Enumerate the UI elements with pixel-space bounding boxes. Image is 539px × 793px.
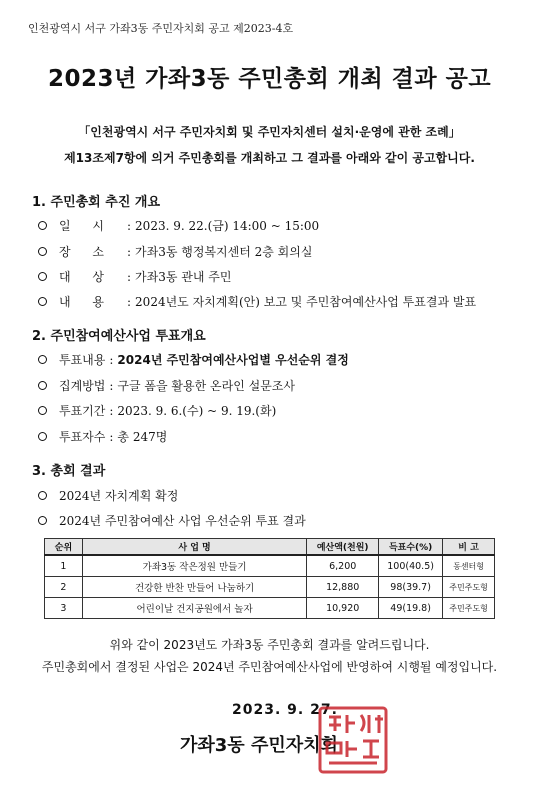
circle-bullet-icon <box>38 381 47 390</box>
item-label: 일 시 <box>59 219 113 233</box>
cell-project-name: 가좌3동 작은정원 만들기 <box>82 555 306 577</box>
cell-note: 동센터형 <box>443 555 495 577</box>
cell-votes: 100(40.5) <box>379 555 443 577</box>
circle-bullet-icon <box>38 247 47 256</box>
circle-bullet-icon <box>38 355 47 364</box>
cell-budget: 6,200 <box>307 555 379 577</box>
circle-bullet-icon <box>38 272 47 281</box>
intro-line-2: 제13조제7항에 의거 주민총회를 개최하고 그 결과를 아래와 같이 공고합니다. <box>64 151 475 165</box>
closing-line-1: 위와 같이 2023년도 가좌3동 주민총회 결과를 알려드립니다. <box>109 638 430 652</box>
item-label: 투표자수 <box>59 430 106 444</box>
list-item <box>38 512 306 529</box>
list-item: 투표기간 : 2023. 9. 6.(수) ~ 9. 19.(화) <box>38 402 276 419</box>
item-value: 2023. 9. 22.(금) 14:00 ~ 15:00 <box>135 219 320 233</box>
item-label: 대 상 <box>59 270 113 284</box>
item-value: 2024년 주민참여예산 사업 우선순위 투표 결과 <box>59 514 306 528</box>
list-item: 투표자수 : 총 247명 <box>38 428 167 445</box>
item-value: 구글 폼을 활용한 온라인 설문조사 <box>117 379 295 393</box>
item-value: 총 247명 <box>117 430 168 444</box>
table-row <box>45 598 495 619</box>
page-title: 2023년 가좌3동 주민총회 개최 결과 공고 <box>47 66 492 92</box>
section-heading-result: 3. 총회 결과 <box>32 464 106 479</box>
cell-note: 주민주도형 <box>443 577 495 598</box>
header-votes: 득표수(%) <box>379 539 443 556</box>
cell-votes: 98(39.7) <box>379 577 443 598</box>
item-label: 집계방법 <box>59 379 106 393</box>
circle-bullet-icon <box>38 297 47 306</box>
circle-bullet-icon <box>38 491 47 500</box>
item-value: 2024년 자치계획 확정 <box>59 489 179 503</box>
cell-budget: 12,880 <box>307 577 379 598</box>
cell-project-name: 어린이날 건지공원에서 놀자 <box>82 598 306 619</box>
list-item: 내 용 : 2024년도 자치계획(안) 보고 및 주민참여예산사업 투표결과 발표 <box>38 293 476 310</box>
cell-rank: 3 <box>45 598 83 619</box>
list-item: 장 소 : 가좌3동 행정복지센터 2층 회의실 <box>38 243 312 260</box>
circle-bullet-icon <box>38 406 47 415</box>
item-value: 가좌3동 관내 주민 <box>135 270 232 284</box>
circle-bullet-icon <box>38 221 47 230</box>
circle-bullet-icon <box>38 516 47 525</box>
table-header-row <box>45 539 495 556</box>
circle-bullet-icon <box>38 432 47 441</box>
section-heading-overview: 1. 주민총회 추진 개요 <box>32 195 161 210</box>
issuer-name: 가좌3동 주민자치회 <box>180 735 338 756</box>
table-row <box>45 577 495 598</box>
list-item: 대 상 : 가좌3동 관내 주민 <box>38 268 231 285</box>
cell-rank: 1 <box>45 555 83 577</box>
issue-date: 2023. 9. 27. <box>232 702 338 718</box>
item-value: 가좌3동 행정복지센터 2층 회의실 <box>135 245 313 259</box>
cell-rank: 2 <box>45 577 83 598</box>
list-item <box>38 487 178 504</box>
document-number: 인천광역시 서구 가좌3동 주민자치회 공고 제2023-4호 <box>28 22 294 35</box>
closing-line-2: 주민총회에서 결정된 사업은 2024년 주민참여예산사업에 반영하여 시행될 예정입니다. <box>41 660 498 674</box>
header-budget: 예산액(천원) <box>307 539 379 556</box>
cell-votes: 49(19.8) <box>379 598 443 619</box>
item-value: 2024년도 자치계획(안) 보고 및 주민참여예산사업 투표결과 발표 <box>135 295 477 309</box>
item-value: 2023. 9. 6.(수) ~ 9. 19.(화) <box>117 404 277 418</box>
item-label: 내 용 <box>59 295 113 309</box>
item-label: 투표내용 <box>59 353 106 367</box>
item-label: 투표기간 <box>59 404 106 418</box>
cell-note: 주민주도형 <box>443 598 495 619</box>
section-heading-vote: 2. 주민참여예산사업 투표개요 <box>32 329 206 344</box>
item-value: 2024년 주민참여예산사업별 우선순위 결정 <box>117 353 349 367</box>
cell-budget: 10,920 <box>307 598 379 619</box>
header-project-name: 사 업 명 <box>82 539 306 556</box>
cell-project-name: 건강한 반찬 만들어 나눔하기 <box>82 577 306 598</box>
list-item: 집계방법 : 구글 폼을 활용한 온라인 설문조사 <box>38 377 295 394</box>
header-note: 비 고 <box>443 539 495 556</box>
results-table <box>44 538 495 619</box>
list-item: 투표내용 : 2024년 주민참여예산사업별 우선순위 결정 <box>38 351 349 368</box>
official-seal-icon <box>317 705 389 775</box>
header-rank: 순위 <box>45 539 83 556</box>
table-row <box>45 555 495 577</box>
item-label: 장 소 <box>59 245 113 259</box>
list-item: 일 시 : 2023. 9. 22.(금) 14:00 ~ 15:00 <box>38 217 319 234</box>
intro-line-1: 「인천광역시 서구 주민자치회 및 주민자치센터 설치·운영에 관한 조례」 <box>78 125 461 139</box>
